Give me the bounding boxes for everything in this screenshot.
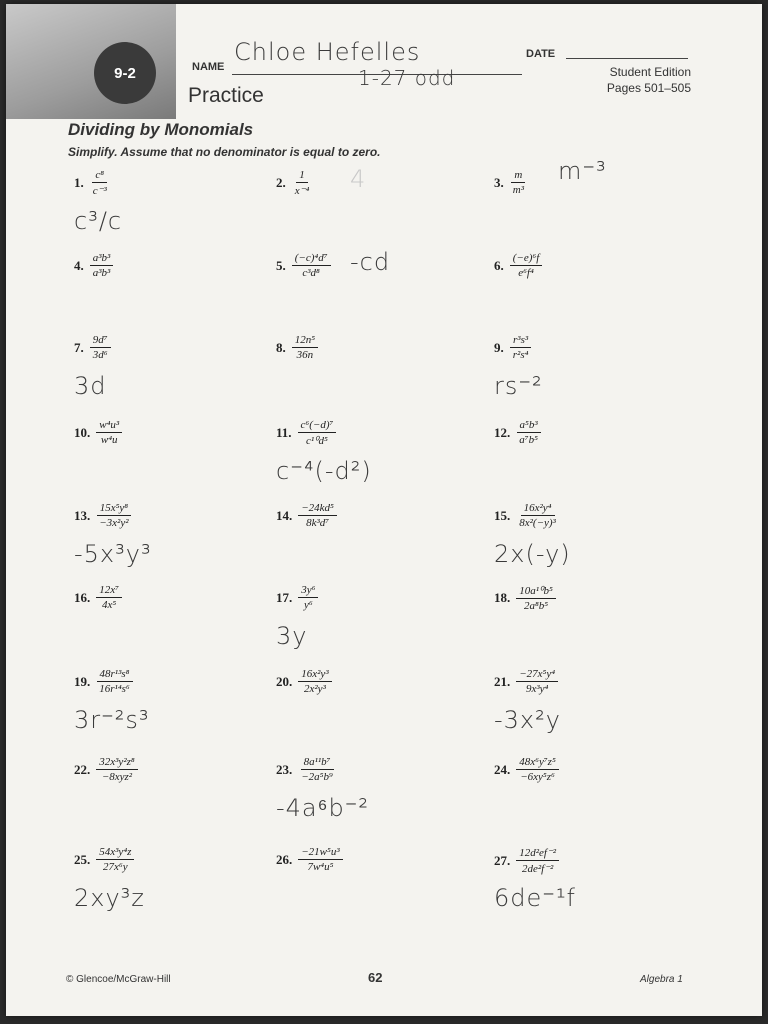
handwritten-assignment: 1-27 odd xyxy=(358,66,456,90)
problem-number: 3. xyxy=(494,174,504,190)
problem xyxy=(494,584,556,612)
fraction-numerator: −27x⁵y⁴ xyxy=(516,668,558,682)
fraction-numerator: a³b³ xyxy=(90,252,114,266)
problem-fraction xyxy=(298,584,318,611)
problem-number: 12. xyxy=(494,424,511,440)
problem xyxy=(276,502,337,529)
copyright: © Glencoe/McGraw-Hill xyxy=(66,974,171,985)
fraction-numerator: 54x³y⁴z xyxy=(96,846,134,860)
problem xyxy=(74,419,122,446)
problem-number: 17. xyxy=(276,589,293,605)
problem-fraction xyxy=(96,584,122,611)
problem-fraction xyxy=(510,334,532,361)
fraction-denominator: y⁶ xyxy=(304,599,313,611)
problem xyxy=(276,584,318,611)
fraction-denominator: w⁴u xyxy=(100,434,118,446)
handwritten-answer: m⁻³ xyxy=(558,157,607,185)
handwritten-answer: c⁻⁴(-d²) xyxy=(276,457,372,485)
handwritten-answer: 3r⁻²s³ xyxy=(74,706,150,734)
problem-fraction xyxy=(298,502,337,529)
problem-number: 19. xyxy=(74,673,91,689)
problem xyxy=(494,252,542,279)
fraction-numerator: 16x²y⁴ xyxy=(521,502,555,516)
problem-number: 26. xyxy=(276,851,293,867)
fraction-numerator: w⁴u³ xyxy=(96,419,122,433)
problem-number: 11. xyxy=(276,425,292,440)
fraction-denominator: a⁷b⁵ xyxy=(519,434,538,446)
problem-fraction xyxy=(516,502,559,529)
lesson-badge: 9-2 xyxy=(94,42,156,104)
fraction-denominator: x⁻⁴ xyxy=(294,185,310,197)
fraction-denominator: −8xyz² xyxy=(101,771,133,783)
problem-fraction xyxy=(516,668,558,695)
fraction-denominator: −6xy⁵z⁶ xyxy=(520,771,555,783)
worksheet-page xyxy=(6,4,762,1016)
problem xyxy=(276,169,312,197)
handwritten-answer: -4a⁶b⁻² xyxy=(276,794,370,822)
problem xyxy=(74,169,110,197)
handwritten-answer: 3y xyxy=(276,622,308,650)
fraction-denominator: c⁻³ xyxy=(92,185,107,197)
fraction-denominator: 16r¹⁴s⁶ xyxy=(99,683,130,695)
problem-fraction xyxy=(516,584,556,612)
problem-fraction xyxy=(96,419,122,446)
problem-number: 21. xyxy=(494,673,511,689)
problem xyxy=(276,756,336,783)
problem xyxy=(74,846,134,873)
handwritten-answer: rs⁻² xyxy=(494,372,543,400)
problem-fraction xyxy=(298,846,342,873)
fraction-denominator: 8k³d⁷ xyxy=(306,517,330,529)
handwritten-answer: 2x(-y) xyxy=(494,540,571,568)
problem-fraction xyxy=(96,756,137,783)
problem xyxy=(276,334,318,361)
problem-fraction xyxy=(96,846,134,873)
fraction-numerator: 12x⁷ xyxy=(96,584,122,598)
fraction-numerator: m xyxy=(511,169,525,183)
problem-number: 22. xyxy=(74,761,91,777)
handwritten-answer: 4 xyxy=(350,165,367,193)
fraction-numerator: 10a¹⁰b⁵ xyxy=(516,584,556,599)
page-title: Practice xyxy=(188,84,264,107)
problem-fraction xyxy=(516,756,559,783)
page-number: 62 xyxy=(368,970,383,985)
fraction-denominator: m³ xyxy=(512,184,524,196)
problem-fraction xyxy=(292,252,331,279)
problem-number: 16. xyxy=(74,589,91,605)
problem-number: 15. xyxy=(494,507,511,523)
problem-number: 18. xyxy=(494,590,511,605)
fraction-denominator: 7w⁴u⁵ xyxy=(307,861,334,873)
handwritten-answer: 6de⁻¹f xyxy=(494,884,577,912)
problem xyxy=(74,334,111,361)
problem-number: 13. xyxy=(74,507,91,523)
problem-fraction xyxy=(292,334,318,361)
problem xyxy=(74,252,113,279)
problem-fraction xyxy=(510,252,543,279)
instructions: Simplify. Assume that no denominator is equal to zero. xyxy=(68,145,381,159)
problem-number: 8. xyxy=(276,339,286,355)
problem xyxy=(276,846,343,873)
problem xyxy=(276,252,331,279)
date-label: DATE xyxy=(526,48,556,60)
fraction-denominator: r²s⁴ xyxy=(512,349,529,361)
student-edition-label: Student Edition xyxy=(609,65,691,79)
fraction-numerator: c⁸ xyxy=(92,169,107,183)
handwritten-answer: c³/c xyxy=(74,207,123,235)
problem xyxy=(74,756,138,783)
fraction-numerator: 48x⁶y⁷z⁵ xyxy=(516,756,559,770)
fraction-numerator: 1 xyxy=(296,169,308,183)
handwritten-name: Chloe Hefelles xyxy=(234,38,421,66)
fraction-denominator: 2a⁸b⁵ xyxy=(523,600,549,612)
problem-number: 25. xyxy=(74,851,91,867)
problem-number: 7. xyxy=(74,339,84,355)
problem-number: 5. xyxy=(276,257,286,273)
fraction-numerator: 16x²y³ xyxy=(298,668,331,682)
problem-number: 27. xyxy=(494,852,511,868)
fraction-denominator: 3d⁶ xyxy=(92,349,108,361)
problem xyxy=(494,334,531,361)
problem-fraction xyxy=(516,419,541,446)
fraction-denominator: 2de²f⁻² xyxy=(522,863,554,875)
problem-fraction xyxy=(298,419,337,447)
fraction-numerator: 12d²ef⁻² xyxy=(516,846,559,861)
problem-fraction xyxy=(90,334,111,361)
problem xyxy=(74,502,132,529)
fraction-denominator: 8x²(−y)³ xyxy=(519,517,556,529)
fraction-denominator: a³b³ xyxy=(92,267,111,279)
fraction-denominator: 36n xyxy=(296,349,314,361)
problem-fraction xyxy=(298,756,336,783)
fraction-numerator: 48r¹³s⁸ xyxy=(97,668,133,682)
problem-number: 23. xyxy=(276,761,293,777)
handwritten-answer: -3x²y xyxy=(494,706,561,734)
lesson-subtitle: Dividing by Monomials xyxy=(68,120,254,139)
problem xyxy=(74,584,122,611)
handwritten-answer: -5x³y³ xyxy=(74,540,152,568)
fraction-denominator: 4x⁵ xyxy=(102,599,117,611)
fraction-numerator: 32x³y²z⁸ xyxy=(96,756,137,770)
problem-number: 2. xyxy=(276,175,286,190)
fraction-denominator: c³d⁸ xyxy=(302,267,320,279)
problem xyxy=(276,419,336,447)
problem xyxy=(494,419,541,446)
fraction-numerator: (−c)⁴d⁷ xyxy=(292,252,331,266)
fraction-denominator: 9x³y⁴ xyxy=(525,683,549,695)
fraction-numerator: 8a¹¹b⁷ xyxy=(301,756,334,770)
problem-fraction xyxy=(292,169,313,197)
pages-label: Pages 501–505 xyxy=(606,81,691,95)
problem-number: 10. xyxy=(74,424,91,440)
fraction-numerator: 3y⁶ xyxy=(298,584,318,598)
fraction-denominator: e⁶f⁴ xyxy=(518,267,534,279)
problem-number: 24. xyxy=(494,761,511,777)
problem-fraction xyxy=(96,502,131,529)
problem-number: 4. xyxy=(74,257,84,273)
fraction-numerator: r³s³ xyxy=(510,334,531,348)
problem xyxy=(494,846,559,875)
problem-number: 1. xyxy=(74,175,84,190)
fraction-denominator: 2x²y³ xyxy=(304,683,326,695)
fraction-numerator: 12n⁵ xyxy=(292,334,318,348)
problem xyxy=(494,756,559,783)
date-line xyxy=(566,58,688,59)
problem-fraction xyxy=(516,846,559,875)
course-name: Algebra 1 xyxy=(640,974,683,985)
handwritten-answer: 2xy³z xyxy=(74,884,145,912)
fraction-denominator: −3x²y² xyxy=(99,517,129,529)
fraction-numerator: 9d⁷ xyxy=(90,334,111,348)
fraction-denominator: 27x⁶y xyxy=(103,861,128,873)
fraction-denominator: −2a⁵b⁹ xyxy=(301,771,333,783)
problem-fraction xyxy=(90,169,110,197)
problem-number: 14. xyxy=(276,507,293,523)
problem xyxy=(74,668,133,695)
problem-number: 9. xyxy=(494,339,504,355)
problem xyxy=(276,668,332,695)
fraction-numerator: −24kd⁵ xyxy=(298,502,337,516)
student-edition-note xyxy=(576,64,691,96)
fraction-denominator: c¹⁰d⁵ xyxy=(305,435,328,447)
handwritten-answer: -cd xyxy=(350,248,391,276)
problem-number: 6. xyxy=(494,257,504,273)
fraction-numerator: a⁵b³ xyxy=(517,419,541,433)
problem-fraction xyxy=(90,252,114,279)
fraction-numerator: 15x⁵y⁸ xyxy=(97,502,131,516)
fraction-numerator: c⁶(−d)⁷ xyxy=(298,419,337,433)
fraction-numerator: (−e)⁶f xyxy=(510,252,543,266)
name-label: NAME xyxy=(192,61,225,73)
problem-number: 20. xyxy=(276,673,293,689)
handwritten-answer: 3d xyxy=(74,372,107,400)
problem-fraction xyxy=(298,668,331,695)
fraction-numerator: −21w⁵u³ xyxy=(298,846,342,860)
problem-fraction xyxy=(96,668,133,695)
problem xyxy=(494,169,527,196)
problem xyxy=(494,668,558,695)
problem xyxy=(494,502,559,529)
problem-fraction xyxy=(510,169,527,196)
